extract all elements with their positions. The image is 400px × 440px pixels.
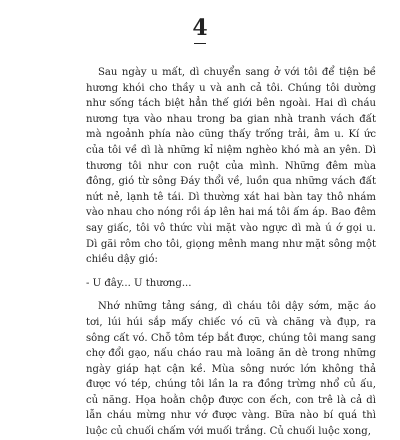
chapter-divider	[194, 43, 206, 44]
paragraph-3: Nhớ những tảng sáng, dì cháu tôi dậy sớm, mặc áo tơi, lúi húi sắp mấy chiếc vó cũ và chăng và đụp, ra sông cất vó. Chỗ tôm tép bắt được, chúng tôi mang sang chợ đổi gạo, nấu cháo rau mà loãng ăn dè trong những ngày giáp hạt cận kề. Mùa sông nước lớn không thả được vó tép, chúng tôi lần la ra đồng trừng nhổ củ ấu, củ năng. Họa hoằn chộp được con ếch, con trê là cả dì lẫn cháu mừng như vớ được vàng. Bữa nào bí quá thì luộc củ chuối chấm với muối trắng. Củ chuối luộc xong,	[86, 301, 376, 438]
chapter-number: 4	[192, 15, 208, 41]
body-text	[86, 65, 376, 440]
dialogue-line: - U đây... U thương...	[86, 277, 192, 289]
paragraph-1: Sau ngày u mất, dì chuyển sang ở với tôi để tiện bề hương khói cho thầy u và anh cả tôi. Chúng tôi dường như sống tách biệt hẳn thế giới bên ngoài. Hai dì cháu nương tựa vào nhau trong ba gian nhà tranh vách đất mà ngoảnh phía nào cũng thấy trống trải, âm u. Kí ức của tôi về dì là những kỉ niệm nghèo khó mà an yên. Dì thương tôi như con ruột của mình. Những đêm mùa đông, gió từ sông Đáy thổi về, luồn qua những vách đất nứt nẻ, lạnh tê tái. Dì thường xát hai bàn tay thô nhám vào nhau cho nóng rồi áp lên hai má tôi ấm áp. Bao đêm say giấc, tôi vô thức vùi mặt vào ngực dì mà ú ớ gọi u. Dì gãi rôm cho tôi, giọng mênh mang như mặt sông một chiều dậy gió:	[86, 67, 376, 266]
